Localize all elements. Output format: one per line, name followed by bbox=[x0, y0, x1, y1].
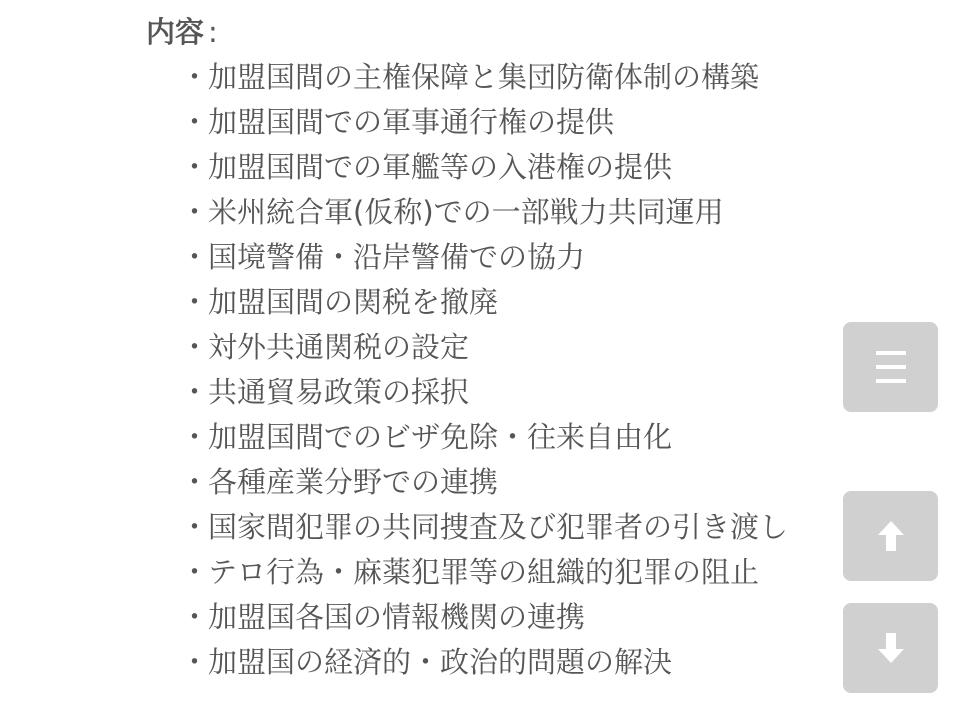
list-bullet: ・ bbox=[180, 465, 210, 499]
list-item bbox=[180, 640, 846, 685]
list-item-text: 国境警備・沿岸警備での協力 bbox=[208, 240, 586, 274]
list-bullet: ・ bbox=[180, 150, 210, 184]
list-item-text: 加盟国間での軍事通行権の提供 bbox=[208, 105, 615, 139]
list-bullet: ・ bbox=[180, 330, 210, 364]
list-item-text: 加盟国間の関税を撤廃 bbox=[208, 285, 499, 319]
list-item bbox=[180, 190, 846, 235]
list-bullet: ・ bbox=[180, 600, 210, 634]
list-item bbox=[180, 280, 846, 325]
content-list bbox=[146, 55, 846, 685]
list-item bbox=[180, 100, 846, 145]
list-item-text: 加盟国各国の情報機関の連携 bbox=[208, 600, 586, 634]
scroll-down-button[interactable] bbox=[843, 603, 938, 693]
arrow-down-icon bbox=[877, 632, 905, 664]
list-item bbox=[180, 55, 846, 100]
list-bullet: ・ bbox=[180, 60, 210, 94]
list-bullet: ・ bbox=[180, 105, 210, 139]
list-item bbox=[180, 550, 846, 595]
list-bullet: ・ bbox=[180, 645, 210, 679]
list-item bbox=[180, 415, 846, 460]
menu-button[interactable] bbox=[843, 322, 938, 412]
list-item-text: 加盟国間の主権保障と集団防衛体制の構築 bbox=[208, 60, 760, 94]
list-bullet: ・ bbox=[180, 510, 210, 544]
list-bullet: ・ bbox=[180, 375, 210, 409]
list-item-text: 加盟国の経済的・政治的問題の解決 bbox=[208, 645, 673, 679]
list-item bbox=[180, 145, 846, 190]
list-item-text: 米州統合軍(仮称)での一部戦力共同運用 bbox=[208, 195, 724, 229]
list-item-text: 国家間犯罪の共同捜査及び犯罪者の引き渡し bbox=[208, 510, 789, 544]
list-item bbox=[180, 235, 846, 280]
content-section bbox=[146, 10, 846, 685]
list-bullet: ・ bbox=[180, 240, 210, 274]
list-bullet: ・ bbox=[180, 285, 210, 319]
list-item-text: 共通貿易政策の採択 bbox=[208, 375, 470, 409]
list-item-text: 加盟国間でのビザ免除・往来自由化 bbox=[208, 420, 673, 454]
content-heading bbox=[146, 10, 846, 55]
list-bullet: ・ bbox=[180, 555, 210, 589]
list-item bbox=[180, 595, 846, 640]
list-item bbox=[180, 370, 846, 415]
content-heading-label: 内容 bbox=[146, 15, 205, 49]
menu-icon bbox=[876, 350, 906, 384]
list-item bbox=[180, 325, 846, 370]
list-item bbox=[180, 460, 846, 505]
list-item bbox=[180, 505, 846, 550]
content-heading-colon: : bbox=[208, 15, 218, 49]
scroll-up-button[interactable] bbox=[843, 491, 938, 581]
list-item-text: 各種産業分野での連携 bbox=[208, 465, 499, 499]
arrow-up-icon bbox=[877, 520, 905, 552]
list-item-text: 対外共通関税の設定 bbox=[208, 330, 470, 364]
list-bullet: ・ bbox=[180, 420, 210, 454]
list-bullet: ・ bbox=[180, 195, 210, 229]
list-item-text: テロ行為・麻薬犯罪等の組織的犯罪の阻止 bbox=[208, 555, 760, 589]
list-item-text: 加盟国間での軍艦等の入港権の提供 bbox=[208, 150, 673, 184]
